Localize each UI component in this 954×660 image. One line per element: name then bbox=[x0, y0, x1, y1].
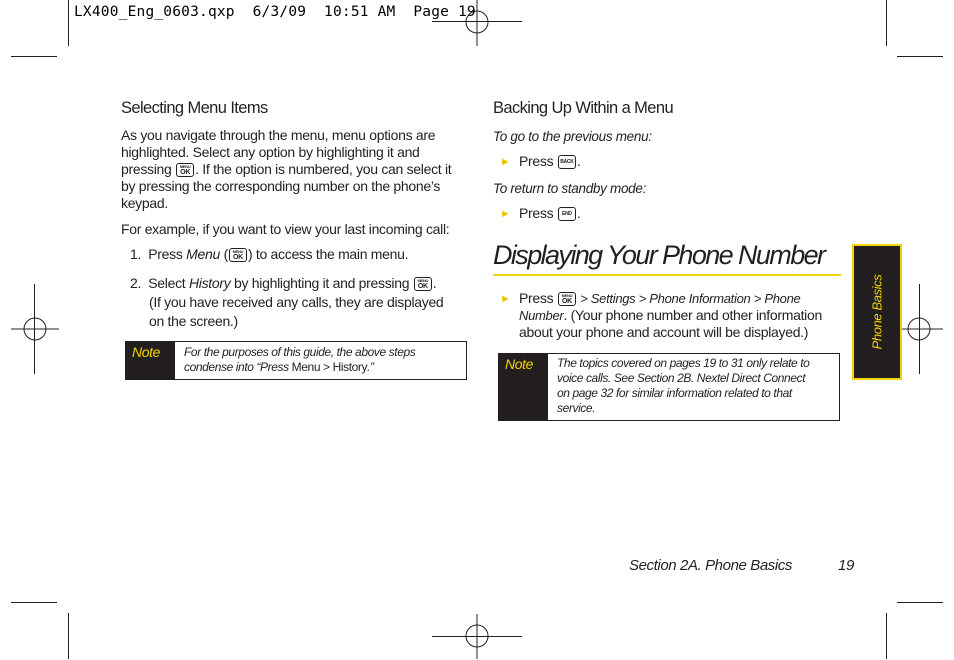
step-2 bbox=[130, 274, 470, 331]
note-text-part: condense into “Press bbox=[184, 360, 292, 374]
back-key-icon bbox=[558, 155, 576, 169]
key-label-top: MENU bbox=[232, 249, 244, 254]
note-line: on page 32 for similar information related to that bbox=[557, 386, 792, 400]
standby-mode-instruction bbox=[500, 205, 700, 222]
crop-mark-top-right-h bbox=[897, 56, 943, 57]
step-number: 1. bbox=[130, 246, 142, 262]
instruction-text: . (Your phone number and other information bbox=[563, 307, 822, 323]
crop-mark-bottom-right-h bbox=[897, 602, 943, 603]
para-line: keypad. bbox=[121, 195, 168, 211]
step-number: 2. bbox=[130, 275, 142, 291]
press-text: Press bbox=[519, 205, 554, 221]
step-text: Select bbox=[148, 275, 189, 291]
key-label-bottom: OK bbox=[417, 283, 428, 290]
previous-menu-instruction bbox=[500, 153, 700, 170]
note-menu-path: Menu > History bbox=[291, 360, 368, 374]
step-line: on the screen.) bbox=[149, 313, 238, 329]
print-slug: LX400_Eng_0603.qxp 6/3/09 10:51 AM Page 19 bbox=[74, 4, 476, 20]
end-key-icon bbox=[558, 207, 576, 221]
step-text: Press bbox=[148, 246, 187, 262]
note-label: Note bbox=[126, 342, 175, 379]
step-text: ) to access the main menu. bbox=[247, 246, 409, 262]
note-line: voice calls. See Section 2B. Nextel Direct Connect bbox=[557, 371, 806, 385]
para-line: by pressing the corresponding number on the phone’s bbox=[121, 178, 441, 194]
key-label-bottom: OK bbox=[180, 169, 191, 176]
press-text: Press bbox=[519, 153, 554, 169]
para-text: pressing bbox=[121, 161, 172, 177]
crop-mark-bottom-left-v bbox=[68, 613, 69, 659]
key-label-bottom: OK bbox=[561, 298, 572, 305]
step-line bbox=[130, 274, 470, 293]
section-heading-selecting-menu-items: Selecting Menu Items bbox=[121, 99, 268, 117]
para-line: As you navigate through the menu, menu options are bbox=[121, 127, 436, 143]
note-box-left bbox=[125, 341, 467, 380]
key-label-top: MENU bbox=[417, 278, 429, 283]
registration-mark-bottom-icon bbox=[453, 612, 501, 660]
menu-ok-key-icon bbox=[176, 163, 194, 177]
instruction-line: about your phone and account will be displayed.) bbox=[519, 324, 809, 340]
bullet-arrow-icon: ► bbox=[500, 156, 511, 168]
note-text bbox=[557, 356, 809, 416]
phone-number-instruction bbox=[500, 290, 845, 341]
menu-path: Number bbox=[519, 308, 564, 323]
step-text: . bbox=[432, 275, 437, 291]
crop-mark-top-left-h bbox=[11, 56, 57, 57]
press-text: Press bbox=[519, 290, 554, 306]
standby-mode-label: To return to standby mode: bbox=[493, 181, 647, 196]
step-text: ( bbox=[219, 246, 228, 262]
crop-mark-bottom-left-h bbox=[11, 602, 57, 603]
note-line: The topics covered on pages 19 to 31 only relate to bbox=[557, 356, 810, 370]
para-line bbox=[121, 161, 471, 178]
bullet-arrow-icon: ► bbox=[500, 208, 511, 220]
menu-term: Menu bbox=[186, 246, 220, 262]
instruction-line bbox=[519, 290, 845, 307]
section-side-tab bbox=[852, 244, 902, 380]
para-line: highlighted. Select any option by highlighting it and bbox=[121, 144, 420, 160]
page-title: Displaying Your Phone Number bbox=[493, 240, 825, 270]
intro-paragraph bbox=[121, 127, 471, 212]
bullet-arrow-icon: ► bbox=[500, 293, 511, 305]
step-text: by highlighting it and pressing bbox=[230, 275, 410, 291]
crop-mark-top-right-v bbox=[886, 0, 887, 46]
key-label-bottom: OK bbox=[232, 254, 243, 261]
menu-ok-key-icon bbox=[558, 292, 576, 306]
footer-page-number: 19 bbox=[838, 557, 854, 574]
note-label: Note bbox=[499, 354, 548, 420]
period: . bbox=[576, 153, 581, 169]
key-label: BACK bbox=[560, 159, 574, 165]
section-heading-backing-up: Backing Up Within a Menu bbox=[493, 99, 674, 117]
crop-mark-top-left-v bbox=[68, 0, 69, 46]
previous-menu-label: To go to the previous menu: bbox=[493, 129, 652, 144]
registration-mark-right-icon bbox=[895, 305, 943, 353]
instruction-line bbox=[519, 307, 845, 324]
menu-term: History bbox=[188, 275, 231, 291]
note-text bbox=[184, 345, 415, 375]
example-paragraph: For example, if you want to view your last incoming call: bbox=[121, 221, 450, 237]
period: . bbox=[576, 205, 581, 221]
note-line: For the purposes of this guide, the above steps bbox=[184, 345, 416, 359]
note-line bbox=[184, 360, 415, 375]
crop-mark-bottom-right-v bbox=[886, 613, 887, 659]
menu-path: > Settings > Phone Information > Phone bbox=[576, 291, 801, 306]
side-tab-label: Phone Basics bbox=[869, 274, 885, 350]
footer-section: Section 2A. Phone Basics bbox=[629, 557, 793, 574]
key-label-top: MENU bbox=[561, 293, 573, 298]
para-text: . If the option is numbered, you can select it bbox=[195, 161, 452, 177]
note-box-right bbox=[498, 353, 840, 421]
key-label-top: MENU bbox=[179, 164, 191, 169]
registration-mark-left-icon bbox=[11, 305, 59, 353]
title-underline bbox=[493, 274, 841, 276]
key-label: END bbox=[562, 211, 572, 217]
note-line: service. bbox=[557, 401, 596, 415]
step-1 bbox=[130, 246, 470, 263]
note-text-part: .” bbox=[367, 360, 374, 374]
step-line: (If you have received any calls, they are displayed bbox=[149, 294, 444, 310]
menu-ok-key-icon bbox=[414, 277, 432, 291]
menu-ok-key-icon bbox=[229, 248, 247, 262]
